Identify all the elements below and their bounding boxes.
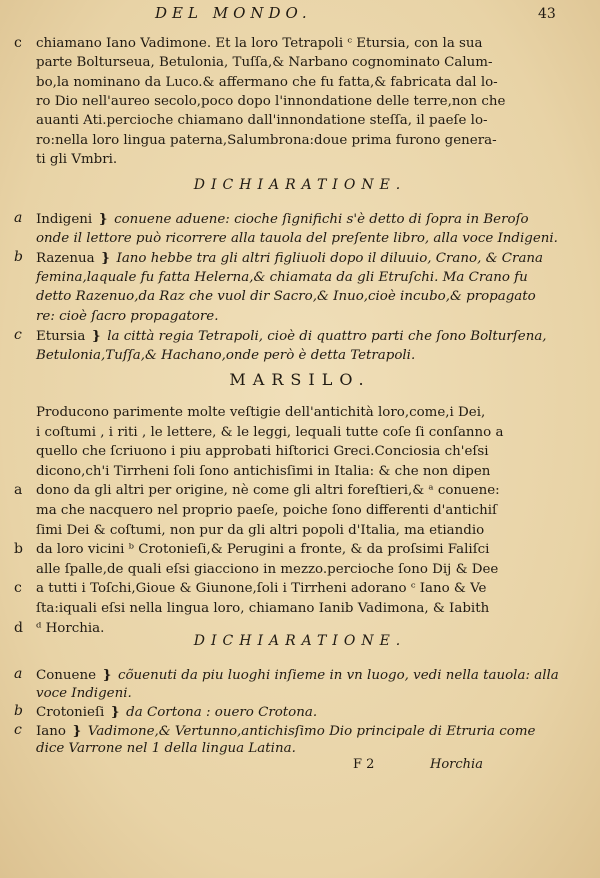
catchword: Horchia xyxy=(430,757,483,772)
annotation-term: Etursia xyxy=(36,329,86,344)
annotation-gloss: detto Razenuo,da Raz che vuol dir Sacro,& Inuo,cioè incubo,& propagato xyxy=(36,289,536,304)
annotation-letter: b xyxy=(14,703,23,719)
page-number: 43 xyxy=(538,6,556,22)
annotation-line xyxy=(36,685,132,703)
brace-icon: } xyxy=(106,704,125,720)
annotation-letter: a xyxy=(14,210,23,226)
running-head-title: DEL MONDO. xyxy=(155,4,312,22)
annotation-term: Conuene xyxy=(36,668,97,683)
section-heading-marsilo: MARSILO. xyxy=(229,370,371,389)
margin-note-letter: a xyxy=(14,482,23,499)
text-line: ᵈ Horchia. xyxy=(36,620,105,636)
annotation-gloss: femina,laquale fu fatta Helerna,& chiamata da gli Etruſchi. Ma Crano fu xyxy=(36,269,528,285)
text-line: auanti Ati.percioche chiamano dall'innondatione steſſa, il paeſe lo- xyxy=(36,113,488,129)
annotation-gloss: re: cioè ſacro propagatore. xyxy=(36,308,219,324)
brace-icon: } xyxy=(98,667,116,683)
text-line: ſimi Dei & coſtumi, non pur da gli altri popoli d'Italia, ma etiandio xyxy=(36,522,485,538)
text-line: ro:nella loro lingua paterna,Salumbrona:doue prima furono genera- xyxy=(36,132,497,148)
annotation-gloss: conuene aduene: cioche ſignifichi s'è detto di ſopra in Beroſo xyxy=(114,212,529,227)
brace-icon: } xyxy=(87,328,106,344)
annotation-line xyxy=(36,230,558,248)
annotation-line xyxy=(36,288,536,306)
text-line: parte Bolturseua, Betulonia, Tuſſa,& Narbano cognominato Calum- xyxy=(36,55,493,71)
text-line: i coſtumi , i riti , le lettere, & le leggi, lequali tutte coſe ſi conſanno a xyxy=(36,424,504,440)
annotation-gloss: dice Varrone nel 1 della lingua Latina. xyxy=(36,741,296,756)
text-line: dicono,ch'i Tirrheni ſoli ſono antichisſimi in Italia: & che non dipen xyxy=(36,463,491,479)
annotation-term: Razenua xyxy=(36,251,95,266)
annotation-letter: a xyxy=(14,666,23,682)
annotation-line xyxy=(36,210,529,229)
text-line: a tutti i Toſchi,Gioue & Giunone,ſoli i Tirrheni adorano ᶜ Iano & Ve xyxy=(36,581,487,597)
annotation-gloss: Vadimone,& Vertunno,antichisſimo Dio principale di Etruria come xyxy=(87,723,536,739)
annotation-gloss: la città regia Tetrapoli, cioè di quattro parti che ſono Bolturſena, xyxy=(107,329,547,344)
margin-note-letter: d xyxy=(14,619,23,636)
text-line: chiamano Iano Vadimone. Et la loro Tetrapoli ᶜ Etursia, con la sua xyxy=(36,36,483,51)
annotation-line xyxy=(36,703,317,722)
text-line: da loro vicini ᵇ Crotonieſi,& Perugini a fronte, & da proſsimi Faliſci xyxy=(36,542,490,558)
annotation-letter: b xyxy=(14,249,23,265)
annotation-line xyxy=(36,740,296,758)
annotation-gloss: voce Indigeni. xyxy=(36,685,132,701)
section-heading-dichiaratione-2: DICHIARATIONE. xyxy=(193,633,407,649)
annotation-line xyxy=(36,269,528,287)
annotation-line xyxy=(36,722,535,741)
brace-icon: } xyxy=(67,722,86,739)
annotation-line xyxy=(36,347,415,365)
text-line: dono da gli altri per origine, nè come gli altri foreſtieri,& ᵃ conuene: xyxy=(36,483,500,499)
signature-mark: F 2 xyxy=(353,757,375,772)
annotation-gloss: cõuenuti da piu luoghi inſieme in vn luogo, vedi nella tauola: alla xyxy=(117,668,559,683)
brace-icon: } xyxy=(96,250,115,266)
annotation-gloss: Iano hebbe tra gli altri figliuoli dopo il diluuio, Crano, & Crana xyxy=(116,251,544,266)
annotation-term: Crotonieſi xyxy=(36,705,105,720)
margin-note-letter: b xyxy=(14,541,23,558)
text-line: Producono parimente molte veſtigie dell'antichità loro,come,i Dei, xyxy=(36,405,486,420)
annotation-line xyxy=(36,308,218,326)
annotation-line xyxy=(36,249,543,268)
annotation-letter: c xyxy=(14,721,22,738)
text-line: alle ſpalle,de quali eſsi giacciono in mezzo.percioche ſono Dij & Dee xyxy=(36,561,499,577)
annotation-term: Indigeni xyxy=(36,212,93,227)
brace-icon: } xyxy=(94,211,113,227)
annotation-letter: c xyxy=(14,327,22,343)
text-line: ſta:iquali eſsi nella lingua loro, chiamano Ianib Vadimona, & Iabith xyxy=(36,601,490,616)
text-line: bo,la nominano da Luco.& affermano che fu fatta,& fabricata dal lo- xyxy=(36,74,498,90)
margin-note-letter: c xyxy=(14,580,22,597)
annotation-gloss: da Cortona : ouero Crotona. xyxy=(126,705,318,720)
text-line: ma che nacquero nel proprio paeſe, poiche ſono differenti d'antichiſ xyxy=(36,503,497,518)
annotation-gloss: Betulonia,Tuſſa,& Hachano,onde però è detta Tetrapoli. xyxy=(36,347,416,363)
annotation-line xyxy=(36,666,559,685)
text-line: ti gli Vmbri. xyxy=(36,151,118,167)
margin-note-letter: c xyxy=(14,35,22,51)
section-heading-dichiaratione-1: DICHIARATIONE. xyxy=(193,177,407,193)
text-line: quello che ſcriuono i piu approbati hiſtorici Greci.Conciosia ch'eſsi xyxy=(36,444,489,460)
annotation-line xyxy=(36,327,547,346)
running-head xyxy=(0,4,600,26)
text-line: ro Dio nell'aureo secolo,poco dopo l'innondatione delle terre,non che xyxy=(36,93,506,109)
annotation-gloss: onde il lettore può ricorrere alla tauola del preſente libro, alla voce Indigeni. xyxy=(36,230,558,246)
annotation-term: Iano xyxy=(36,723,66,739)
